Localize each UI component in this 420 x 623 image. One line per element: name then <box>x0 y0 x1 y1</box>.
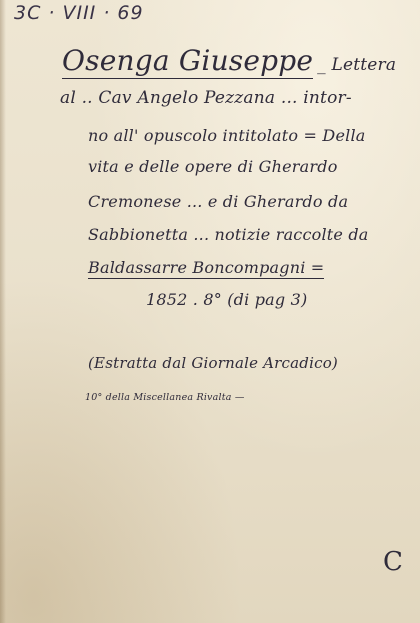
title-line-7 <box>88 258 324 277</box>
title-line-2: al .. Cav Angelo Pezzana ... intor- <box>60 88 352 108</box>
title-line-3: no all' opuscolo intitolato = Della <box>88 126 366 145</box>
title-line-5: Cremonese ... e di Gherardo da <box>88 192 349 211</box>
author-boncompagni: Baldassarre Boncompagni = <box>88 258 325 277</box>
publication-details: 1852 . 8° (di pag 3) <box>146 290 308 309</box>
shelfmark-text: 3C · VIII · 69 <box>14 2 144 24</box>
title-line-4: vita e delle opere di Gherardo <box>88 157 338 176</box>
extract-note: (Estratta dal Giornale Arcadico) <box>88 354 338 372</box>
document-type: _ Lettera <box>317 55 397 75</box>
title-line-1 <box>62 44 396 77</box>
corner-mark: C <box>383 547 404 577</box>
shelfmark <box>14 2 144 24</box>
miscellanea-note: 10° della Miscellanea Rivalta — <box>85 392 245 403</box>
author-name: Osenga Giuseppe <box>62 44 314 77</box>
title-line-6: Sabbionetta ... notizie raccolte da <box>88 225 369 244</box>
